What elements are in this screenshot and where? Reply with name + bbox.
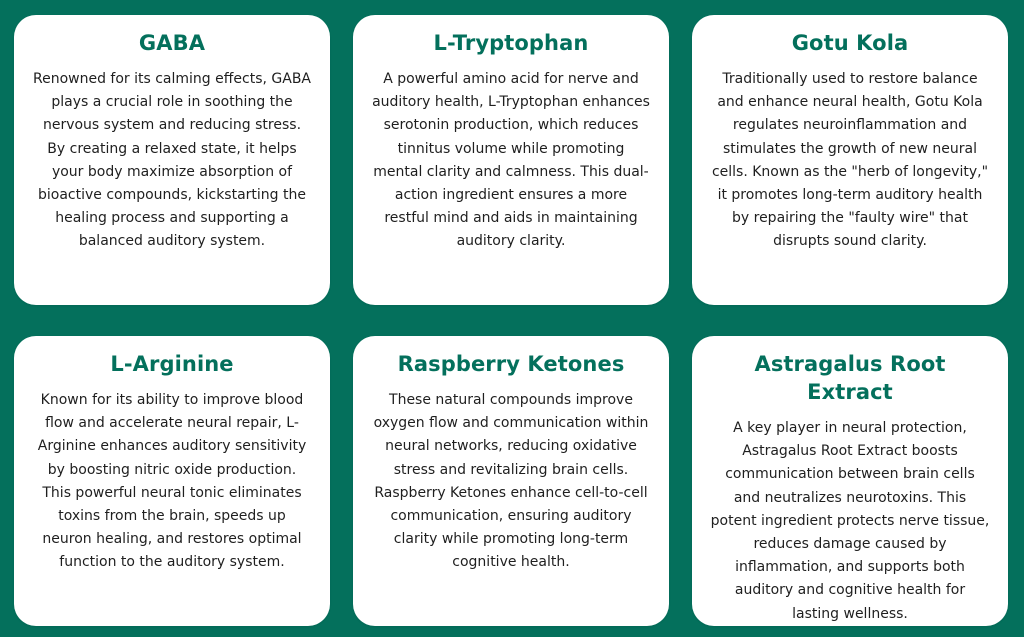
ingredient-card-gaba [14, 15, 330, 305]
ingredient-title: Raspberry Ketones [397, 352, 625, 376]
ingredient-card-l-arginine [14, 336, 330, 626]
ingredient-card-raspberry-ketones [353, 336, 669, 626]
ingredient-title: L-Arginine [110, 352, 234, 376]
ingredient-title: L-Tryptophan [433, 31, 589, 55]
ingredient-description: Known for its ability to improve blood flow and accelerate neural repair, L-Arginine enhances auditory sensitivity by boosting nitric oxide production. This powerful neural tonic eliminates toxins from the brain, speeds up neuron healing, and restores optimal function to the auditory system. [37, 392, 307, 571]
ingredient-title: GABA [138, 31, 206, 55]
ingredient-description: A powerful amino acid for nerve and auditory health, L-Tryptophan enhances serotonin production, which reduces tinnitus volume while promoting mental clarity and calmness. This dual-action ingredient ensures a more restful mind and aids in maintaining auditory clarity. [372, 71, 650, 250]
ingredient-card-gotu-kola [692, 15, 1008, 305]
ingredient-card-l-tryptophan [353, 15, 669, 305]
ingredient-title: Gotu Kola [791, 31, 909, 55]
ingredient-card-astragalus-root-extract [692, 336, 1008, 626]
ingredient-description: A key player in neural protection, Astragalus Root Extract boosts communication between brain cells and neutralizes neurotoxins. This potent ingredient protects nerve tissue, reduces damage caused by inflammation, and supports both auditory and cognitive health for lasting wellness. [710, 420, 990, 622]
ingredient-title: Astragalus Root Extract [754, 352, 946, 404]
ingredient-description: Traditionally used to restore balance and enhance neural health, Gotu Kola regulates neuroinflammation and stimulates the growth of new neural cells. Known as the "herb of longevity," it promotes long-term auditory health by repairing the "faulty wire" that disrupts sound clarity. [711, 71, 989, 250]
ingredient-description: Renowned for its calming effects, GABA plays a crucial role in soothing the nervous system and reducing stress. By creating a relaxed state, it helps your body maximize absorption of bioactive compounds, kickstarting the healing process and supporting a balanced auditory system. [32, 71, 311, 250]
ingredient-description: These natural compounds improve oxygen flow and communication within neural networks, reducing oxidative stress and revitalizing brain cells. Raspberry Ketones enhance cell-to-cell communication, ensuring auditory clarity while promoting long-term cognitive health. [373, 392, 649, 571]
